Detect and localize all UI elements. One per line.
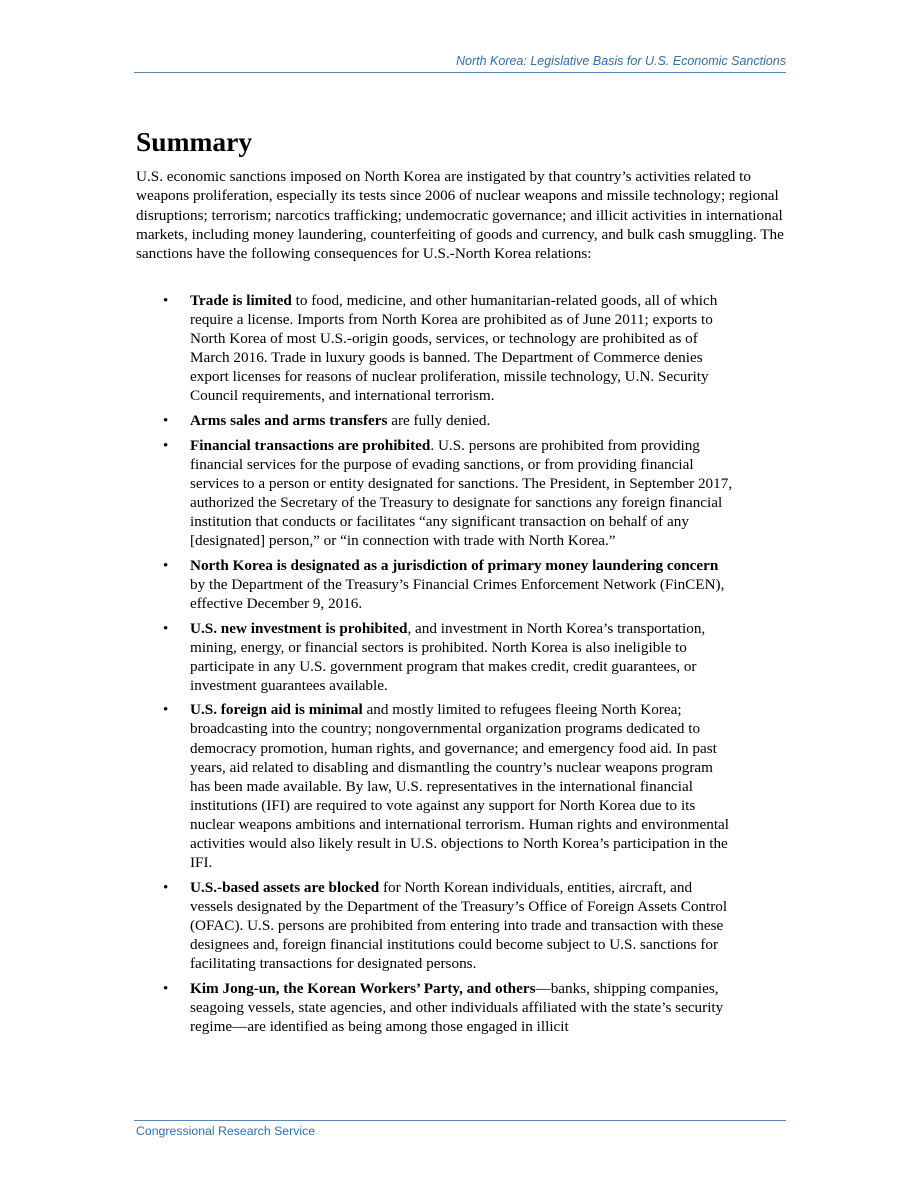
section-heading: Summary (136, 126, 253, 157)
list-item-text (190, 878, 735, 973)
list-item-lead: U.S.-based assets are blocked (190, 878, 380, 896)
list-item-lead: North Korea is designated as a jurisdiction of primary money laundering concern (190, 556, 719, 574)
list-item-body: for North Korean individuals, entities, aircraft, and vessels designated by the Department of the Treasury’s Office of Foreign Assets Control (OFAC). U.S. persons are prohibited from entering into trade and transaction with these designees and, foreign financial institutions could become subject to U.S. sanctions for facilitating transactions for designated persons. (190, 878, 728, 973)
bullet-icon: • (163, 292, 169, 309)
list-item (0, 556, 920, 613)
list-item-body: by the Department of the Treasury’s Financial Crimes Enforcement Network (FinCEN), effective December 9, 2016. (190, 575, 725, 612)
list-item-body: to food, medicine, and other humanitarian-related goods, all of which require a license. Imports from North Korea are prohibited as of June 2011; exports to North Korea of most U.S.-origin goods, services, or technology are prohibited as of March 2016. Trade in luxury goods is banned. The Department of Commerce denies export licenses for reasons of nuclear proliferation, missile technology, U.N. Security Council requirements, and international terrorism. (190, 292, 718, 405)
bullet-icon: • (163, 619, 169, 637)
list-item-body: and mostly limited to refugees fleeing North Korea; broadcasting into the country; nongovernmental organization programs dedicated to democracy promotion, human rights, and governance; and emergency food aid. In past years, aid related to disabling and dismantling the country’s nuclear weapons program has been made available. By law, U.S. representatives in the international financial institutions (IFI) are required to vote against any support for North Korea due to its nuclear weapons ambitions and international terrorism. Human rights and environmental activities would also likely result in U.S. objections to North Korea’s participation in the IFI. (190, 701, 730, 872)
list-item (0, 619, 920, 695)
list-item-lead: Kim Jong-un, the Korean Workers’ Party, and others (190, 979, 536, 997)
list-item (0, 436, 920, 551)
list-item-body: —banks, shipping companies, seagoing vessels, state agencies, and other individuals affiliated with the state’s security regime—are identified as being among those engaged in illicit (190, 979, 724, 1035)
list-item-lead: Trade is limited (190, 292, 292, 309)
list-item-text (190, 291, 735, 406)
list-item-lead: Arms sales and arms transfers (190, 412, 388, 430)
list-item-lead: U.S. new investment is prohibited (190, 619, 408, 637)
list-item (0, 878, 920, 973)
list-item-text (190, 619, 735, 695)
bullet-icon: • (163, 556, 169, 574)
bullet-icon: • (163, 878, 169, 896)
bullet-icon: • (163, 979, 169, 997)
running-footer (134, 1120, 786, 1138)
consequences-list (0, 291, 920, 1041)
list-item-text (190, 700, 735, 872)
list-item-body: , and investment in North Korea’s transportation, mining, energy, or financial sectors is prohibited. North Korea is also ineligible to participate in any U.S. government program that makes credit, credit guarantees, or investment guarantees available. (190, 619, 706, 694)
header-title: North Korea: Legislative Basis for U.S. Economic Sanctions (455, 54, 786, 68)
bullet-icon: • (163, 701, 169, 719)
list-item (0, 979, 920, 1036)
bullet-icon: • (163, 412, 169, 430)
list-item-text (190, 436, 735, 551)
list-item-lead: U.S. foreign aid is minimal (190, 701, 363, 719)
list-item (0, 291, 920, 406)
intro-paragraph: U.S. economic sanctions imposed on North Korea are instigated by that country’s activities related to weapons proliferation, especially its tests since 2006 of nuclear weapons and missile technology; regional disruptions; terrorism; narcotics trafficking; undemocratic governance; and illicit activities in international markets, including money laundering, counterfeiting of goods and currency, and bulk cash smuggling. The sanctions have the following consequences for U.S.-North Korea relations: (136, 168, 784, 263)
footer-text: Congressional Research Service (136, 1124, 316, 1138)
bullet-icon: • (163, 436, 169, 454)
list-item (0, 411, 920, 430)
list-item-body: are fully denied. (387, 412, 491, 430)
running-header (134, 52, 786, 73)
list-item-lead: Financial transactions are prohibited (190, 436, 431, 454)
list-item-text (190, 979, 735, 1036)
list-item-body: . U.S. persons are prohibited from providing financial services for the purpose of evading sanctions, or from providing financial services to a person or entity designated for sanctions. The President, in September 2017, authorized the Secretary of the Treasury to designate for sanctions any foreign financial institution that conducts or facilitates “any significant transaction on behalf of any [designated] person,” or “in connection with trade with North Korea.” (190, 436, 733, 550)
list-item-text (190, 556, 735, 613)
list-item-text (190, 411, 735, 430)
list-item (0, 700, 920, 872)
